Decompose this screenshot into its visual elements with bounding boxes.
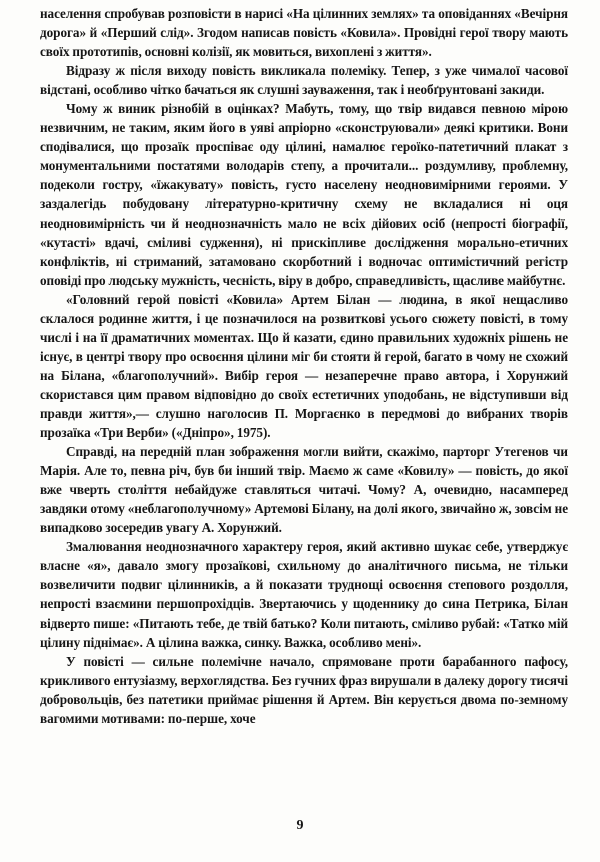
paragraph: Відразу ж після виходу повість викликала полеміку. Тепер, з уже чималої часової відстані, особливо чітко бачаться як слушні зауваження, так і необґрунтовані закиди. [40,63,568,98]
paragraph: Чому ж виник різнобій в оцінках? Мабуть, тому, що твір видався певною мірою незвичним, не таким, яким його в уяві апріорно «сконструювали» деякі критики. Вони сподівалися, що прозаїк проспіває оду цілині, намалює героїко-патетичний плакат з монументальними постатями володарів степу, а прочитали... роздумливу, проблемну, подеколи гостру, «їжакувату» повість, густо населену неодновимірними героями. У заздалегідь побудовану літературно-критичну схему не вкладалися ні оця неодновимірність чи й неоднозначність мало не всіх дійових осіб (непрості біографії, «кутасті» вдачі, сміливі судження), ні прискіпливе дослідження морально-етичних конфліктів, ні стриманий, затамовано скорботний і водночас оптимістичний регістр оповіді про людську мужність, чесність, віру в добро, справедливість, щасливе майбутнє. [40,101,568,288]
paragraph: Змалювання неоднозначного характеру героя, який активно шукає себе, утверджує власне «я», давало змогу прозаїкові, схильному до аналітичного письма, не тільки возвеличити подвиг цілинників, а й показати труднощі освоєння степового роздолля, непрості взаємини першопрохідців. Звертаючись у щоденнику до сина Петрика, Білан відверто пише: «Питають тебе, де твій батько? Коли питають, сміливо рубай: «Татко мій цілину піднімає». А цілина важка, синку. Важка, особливо мені». [40,539,568,650]
paragraph: Справді, на передній план зображення могли вийти, скажімо, парторг Утегенов чи Марія. Але то, певна річ, був би інший твір. Маємо ж саме «Ковилу» — повість, до якої вже чверть століття небайдуже ставляться читачі. Чому? А, очевидно, насамперед завдяки отому «неблагополучному» Артемові Білану, на долі якого, звичайно ж, зовсім не випадково зосередив увагу А. Хорунжий. [40,444,568,536]
paragraph-continued: населення спробував розповісти в нарисі «На цілинних землях» та оповіданнях «Вечірня дорога» й «Перший слід». Згодом написав повість «Ковила». Провідні герої твору мають своїх прототипів, основні колізії, як мовиться, вихоплені з життя». [40,6,568,60]
paragraph: У повісті — сильне полемічне начало, спрямоване проти барабанного пафосу, крикливого ентузіазму, верхоглядства. Без гучних фраз вирушали в далеку дорогу тисячі добровольців, без патетики приймає рішення й Артем. Він керується двома по-земному вагомими мотивами: по-перше, хоче [40,653,568,726]
body-text [40,4,568,728]
page-number: 9 [296,818,304,833]
paragraph-quote: «Головний герой повісті «Ковила» Артем Білан — людина, в якої нещасливо склалося родинне життя, і це позначилося на розвиткові усього сюжету повісті, в тому числі і на її драматичних моментах. Що й казати, єдино правильних художніх рішень не існує, в центрі твору про освоєння цілини міг би стояти й герой, багато в чому не схожий на Білана, «благополучний». Вибір героя — незаперечне право автора, і Хорунжий скористався цим правом відповідно до своїх естетичних уподобань, не відступивши від правди життя»,— слушно наголосив П. Моргаєнко в передмові до вибраних творів прозаїка «Три Верби» («Дніпро», 1975). [40,291,568,441]
